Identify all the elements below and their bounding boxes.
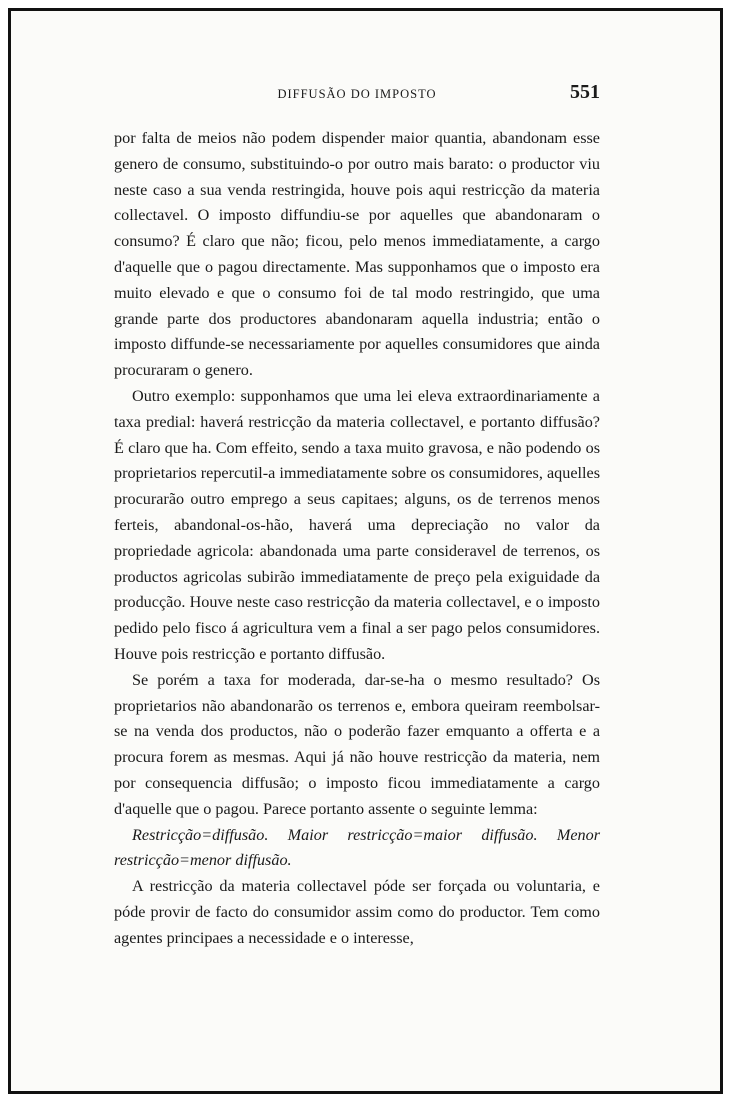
paragraph-3: Se porém a taxa for moderada, dar-se-ha o mesmo resultado? Os proprietarios não abandonarão os terrenos e, embora queiram reembolsar-se na venda dos productos, não o poderão fazer emquanto a offerta e a procura forem as mesmas. Aqui já não houve restricção da materia, nem por consequencia diffusão; o imposto ficou immediatamente a cargo d'aquelle que o pagou. Parece portanto assente o seguinte lemma: [114, 670, 600, 818]
paragraph-1: por falta de meios não podem dispender maior quantia, abandonam esse genero de consumo, substituindo-o por outro mais barato: o productor viu neste caso a sua venda restringida, houve pois aqui restricção da materia collectavel. O imposto diffundiu-se por aquelles que abandonaram o consumo? É claro que não; ficou, pelo menos immediatamente, a cargo d'aquelle que o pagou directamente. Mas supponhamos que o imposto era muito elevado e que o consumo foi de tal modo restringido, que uma grande parte dos productores abandonaram aquella industria; então o imposto diffunde-se necessariamente por aquelles consumidores que ainda procuraram o genero. [114, 129, 600, 380]
document-page [114, 81, 600, 952]
page-number: 551 [570, 81, 600, 103]
paragraph-4: A restricção da materia collectavel póde ser forçada ou voluntaria, e póde provir de facto do consumidor assim como do productor. Tem como agentes principaes a necessidade e o interesse, [114, 877, 600, 947]
page-frame [8, 8, 723, 1094]
body-text [114, 126, 600, 952]
running-title: DIFFUSÃO DO IMPOSTO [277, 87, 437, 101]
paragraph-2: Outro exemplo: supponhamos que uma lei eleva extraordinariamente a taxa predial: haverá restricção da materia collectavel, e portanto diffusão? É claro que ha. Com effeito, sendo a taxa muito gravosa, e não podendo os proprietarios repercutil-a immediatamente sobre os consumidores, aquelles procurarão outro emprego a seus capitaes; alguns, os de terrenos menos ferteis, abandonal-os-hão, haverá uma depreciação no valor da propriedade agricola: abandonada uma parte consideravel de terrenos, os productos agricolas subirão immediatamente de preço pela exiguidade da producção. Houve neste caso restricção da materia collectavel, e o imposto pedido pelo fisco á agricultura vem a final a ser pago pelos consumidores. Houve pois restricção e portanto diffusão. [114, 386, 600, 663]
running-head [114, 81, 600, 111]
lemma: Restricção=diffusão. Maior restricção=maior diffusão. Menor restricção=menor diffusão. [114, 825, 600, 870]
